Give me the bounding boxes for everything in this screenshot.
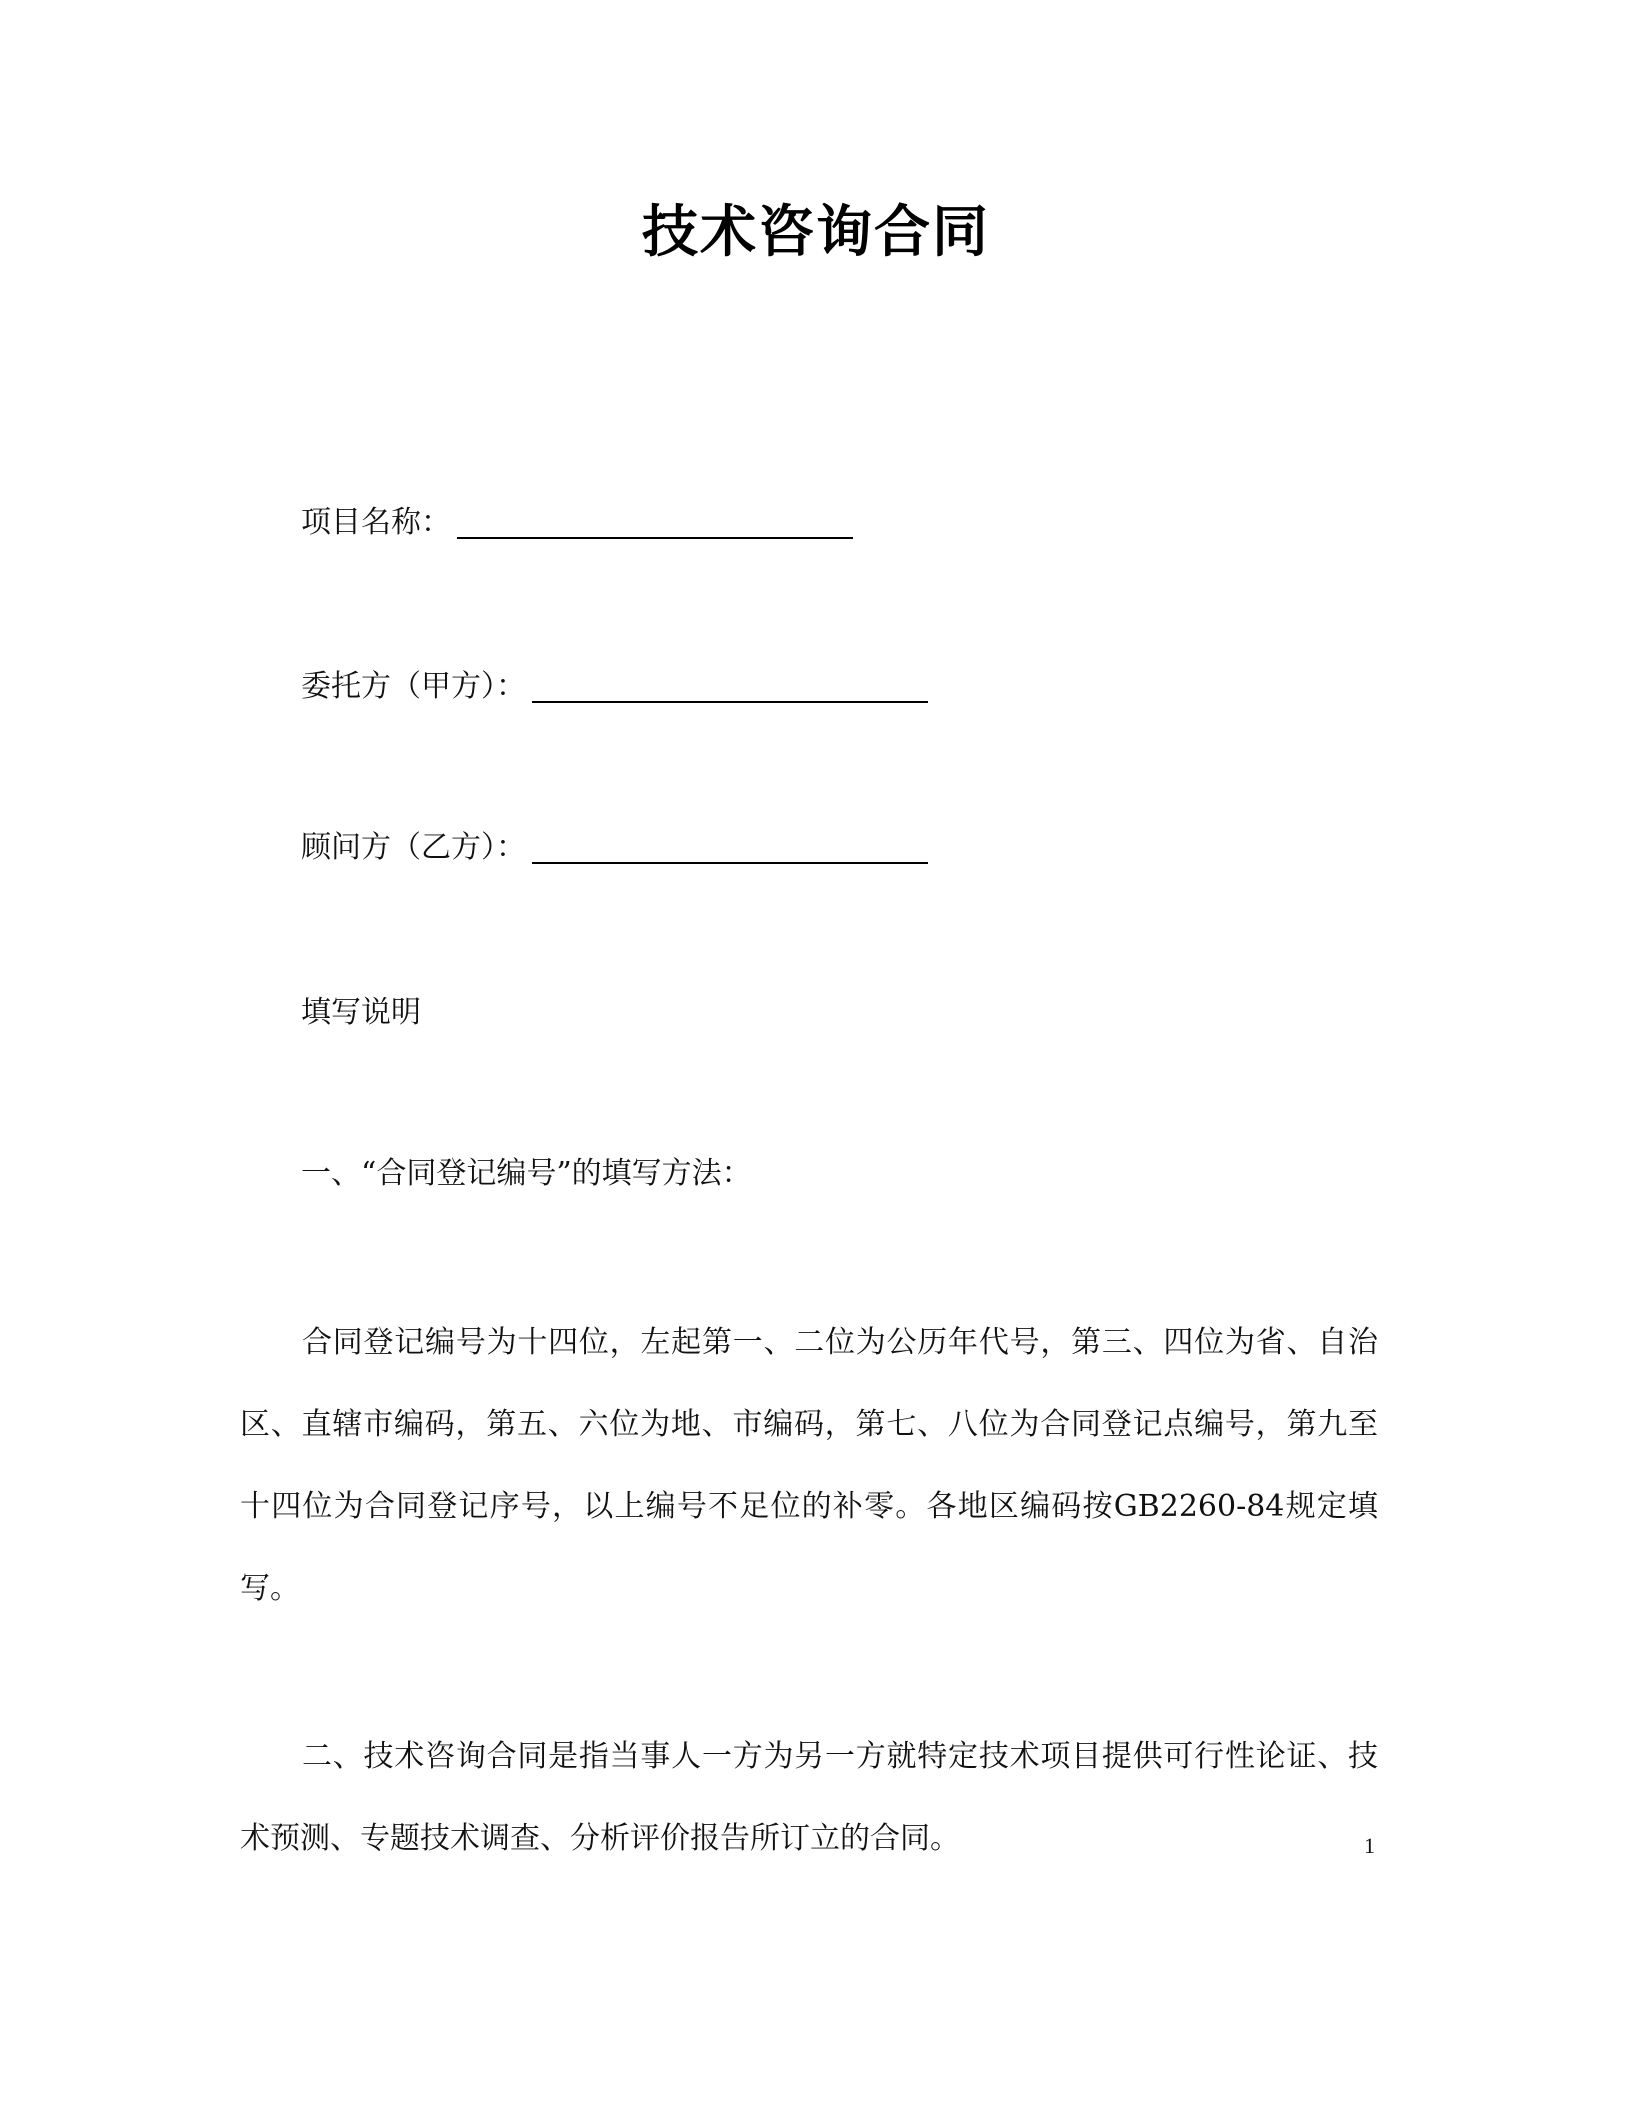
section-two-body: 二、技术咨询合同是指当事人一方为另一方就特定技术项目提供可行性论证、技术预测、专题技术调查、分析评价报告所订立的合同。 (240, 1739, 1378, 1856)
project-name-blank[interactable] (457, 507, 853, 539)
section-one-heading: 一、“合同登记编号”的填写方法： (301, 1156, 752, 1191)
page-number: 1 (1364, 1833, 1375, 1858)
instructions-heading: 填写说明 (301, 995, 421, 1030)
client-party-label: 委托方（甲方）： (301, 669, 526, 704)
consultant-party-blank[interactable] (532, 832, 928, 864)
consultant-party-field (301, 828, 928, 868)
client-party-blank[interactable] (532, 671, 928, 703)
project-name-field (301, 503, 853, 543)
project-name-label: 项目名称： (301, 505, 451, 540)
consultant-party-label: 顾问方（乙方）： (301, 830, 526, 865)
client-party-field (301, 667, 928, 707)
document-title: 技术咨询合同 (642, 200, 990, 265)
section-one-body: 合同登记编号为十四位，左起第一、二位为公历年代号，第三、四位为省、自治区、直辖市编码，第五、六位为地、市编码，第七、八位为合同登记点编号，第九至十四位为合同登记序号，以上编号不足位的补零。各地区编码按GB2260-84规定填写。 (240, 1325, 1378, 1606)
